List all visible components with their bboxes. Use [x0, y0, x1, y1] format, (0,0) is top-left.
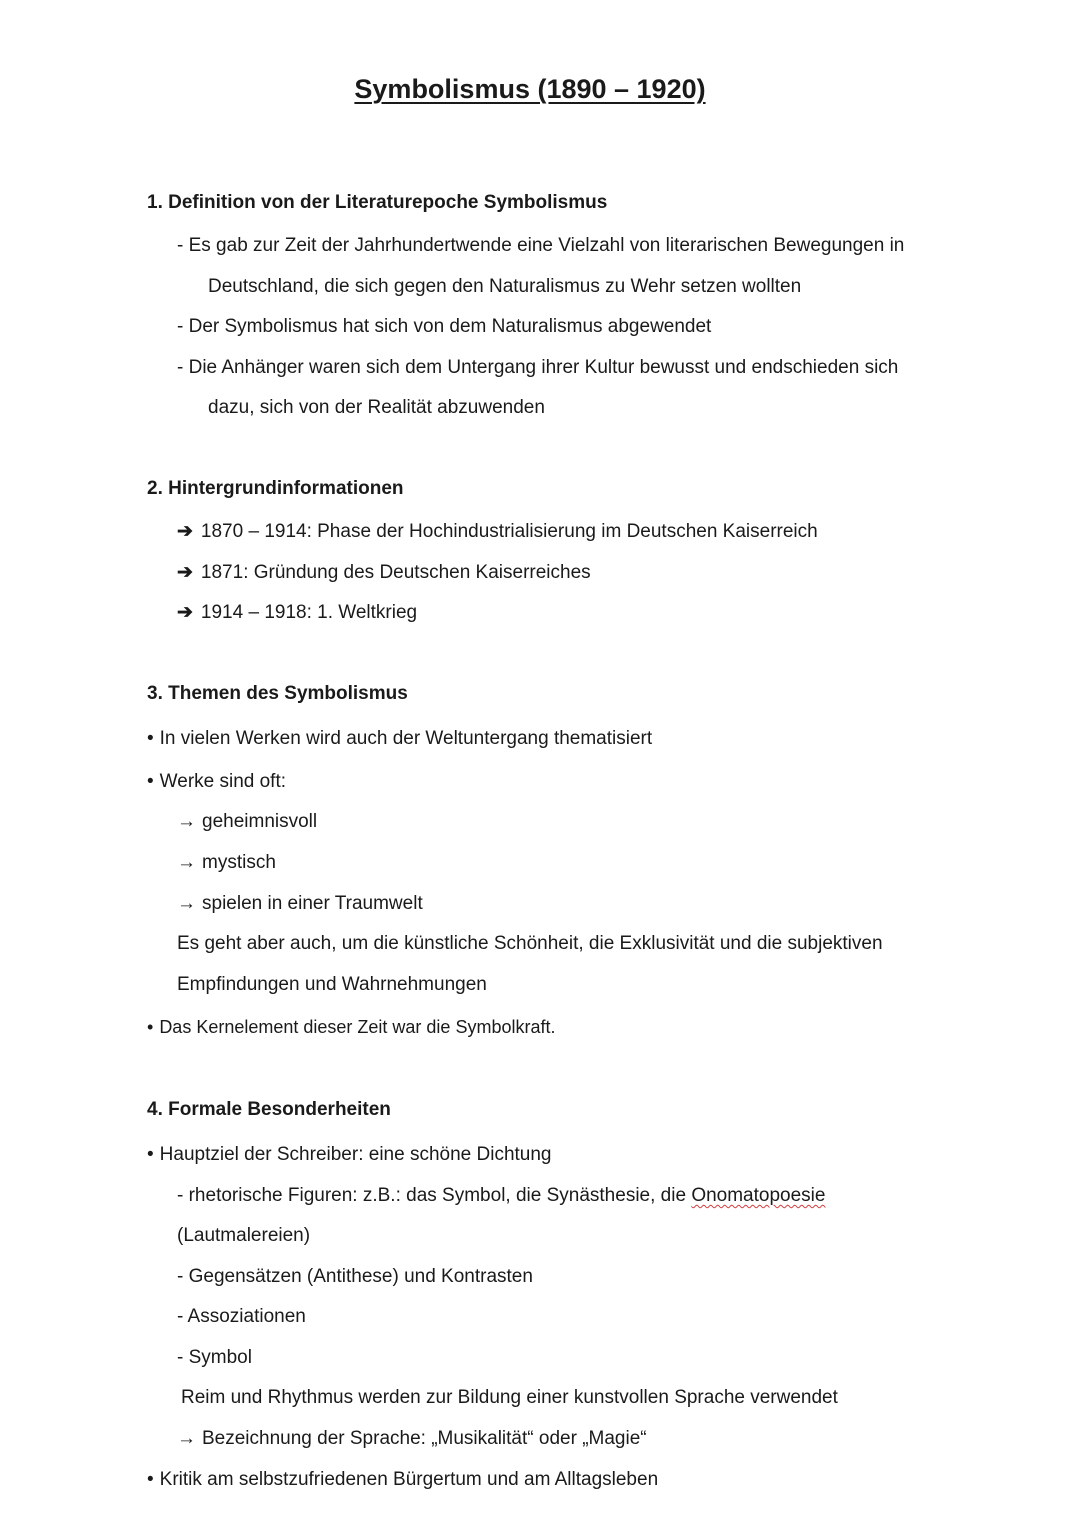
bullet-icon: • [147, 1469, 154, 1490]
s4-arrow-1 [177, 1428, 647, 1450]
s3-bullet-2 [147, 771, 286, 793]
bold-arrow-icon: ➔ [177, 562, 193, 583]
page-title: Symbolismus (1890 – 1920) [354, 74, 706, 104]
s3-bullet-3-text: Das Kernelement dieser Zeit war die Symbolkraft. [159, 1017, 556, 1037]
arrow-right-icon: → [177, 1428, 196, 1449]
s4-bullet-1-text: Hauptziel der Schreiber: eine schöne Dichtung [159, 1144, 552, 1165]
s3-arrow-3 [177, 893, 423, 915]
bullet-icon: • [147, 1017, 154, 1037]
s4-paragraph-1: Reim und Rhythmus werden zur Bildung einer kunstvollen Sprache verwendet [181, 1387, 838, 1408]
s2-item-1 [177, 520, 818, 543]
s4-dash-1a-prefix: - rhetorische Figuren: z.B.: das Symbol, die Synästhesie, die [177, 1185, 692, 1206]
s4-arrow-1-text: Bezeichnung der Sprache: „Musikalität“ oder „Magie“ [202, 1428, 647, 1449]
bullet-icon: • [147, 728, 154, 749]
s2-item-3 [177, 601, 417, 624]
spellcheck-word: Onomatopoesie [691, 1185, 826, 1206]
s4-bullet-2 [147, 1469, 658, 1491]
s2-item-1-text: 1870 – 1914: Phase der Hochindustrialisierung im Deutschen Kaiserreich [200, 521, 818, 542]
s1-line-1b: Deutschland, die sich gegen den Naturalismus zu Wehr setzen wollten [208, 276, 802, 297]
bold-arrow-icon: ➔ [177, 602, 193, 623]
arrow-right-icon: → [177, 852, 196, 873]
s3-bullet-1-text: In vielen Werken wird auch der Weltuntergang thematisiert [159, 728, 653, 749]
arrow-right-icon: → [177, 893, 196, 914]
s4-bullet-1 [147, 1144, 552, 1166]
s3-bullet-3 [147, 1017, 555, 1038]
s4-bullet-2-text: Kritik am selbstzufriedenen Bürgertum und am Alltagsleben [159, 1469, 659, 1490]
s4-dash-2: - Gegensätzen (Antithese) und Kontrasten [177, 1266, 533, 1287]
s2-item-3-text: 1914 – 1918: 1. Weltkrieg [200, 602, 418, 623]
s3-arrow-1-text: geheimnisvoll [202, 811, 318, 832]
s3-arrow-2 [177, 852, 276, 874]
s1-line-3b: dazu, sich von der Realität abzuwenden [208, 397, 545, 418]
s2-item-2-text: 1871: Gründung des Deutschen Kaiserreiches [200, 562, 591, 583]
bullet-icon: • [147, 1144, 154, 1165]
s2-item-2 [177, 561, 591, 584]
s1-line-1a: - Es gab zur Zeit der Jahrhundertwende eine Vielzahl von literarischen Bewegungen in [177, 235, 905, 256]
s3-arrow-2-text: mystisch [202, 852, 276, 873]
arrow-right-icon: → [177, 811, 196, 832]
s3-arrow-3-text: spielen in einer Traumwelt [202, 893, 423, 914]
section-2-heading: 2. Hintergrundinformationen [147, 478, 404, 499]
s1-line-3a: - Die Anhänger waren sich dem Untergang ihrer Kultur bewusst und endschieden sich [177, 357, 899, 378]
s3-bullet-1 [147, 728, 652, 750]
s3-bullet-2-text: Werke sind oft: [159, 771, 287, 792]
s1-line-2: - Der Symbolismus hat sich von dem Naturalismus abgewendet [177, 316, 712, 337]
s3-paragraph-1b: Empfindungen und Wahrnehmungen [177, 974, 487, 995]
s4-dash-1b: (Lautmalereien) [177, 1225, 311, 1246]
s3-arrow-1 [177, 811, 317, 833]
bold-arrow-icon: ➔ [177, 521, 193, 542]
bullet-icon: • [147, 771, 154, 792]
s4-dash-1a [177, 1185, 825, 1207]
section-1-heading: 1. Definition von der Literaturepoche Symbolismus [147, 192, 608, 213]
section-4-heading: 4. Formale Besonderheiten [147, 1099, 391, 1120]
section-3-heading: 3. Themen des Symbolismus [147, 683, 408, 704]
s4-dash-3: - Assoziationen [177, 1306, 306, 1327]
s3-paragraph-1a: Es geht aber auch, um die künstliche Schönheit, die Exklusivität und die subjektiven [177, 933, 883, 954]
s4-dash-4: - Symbol [177, 1347, 252, 1368]
